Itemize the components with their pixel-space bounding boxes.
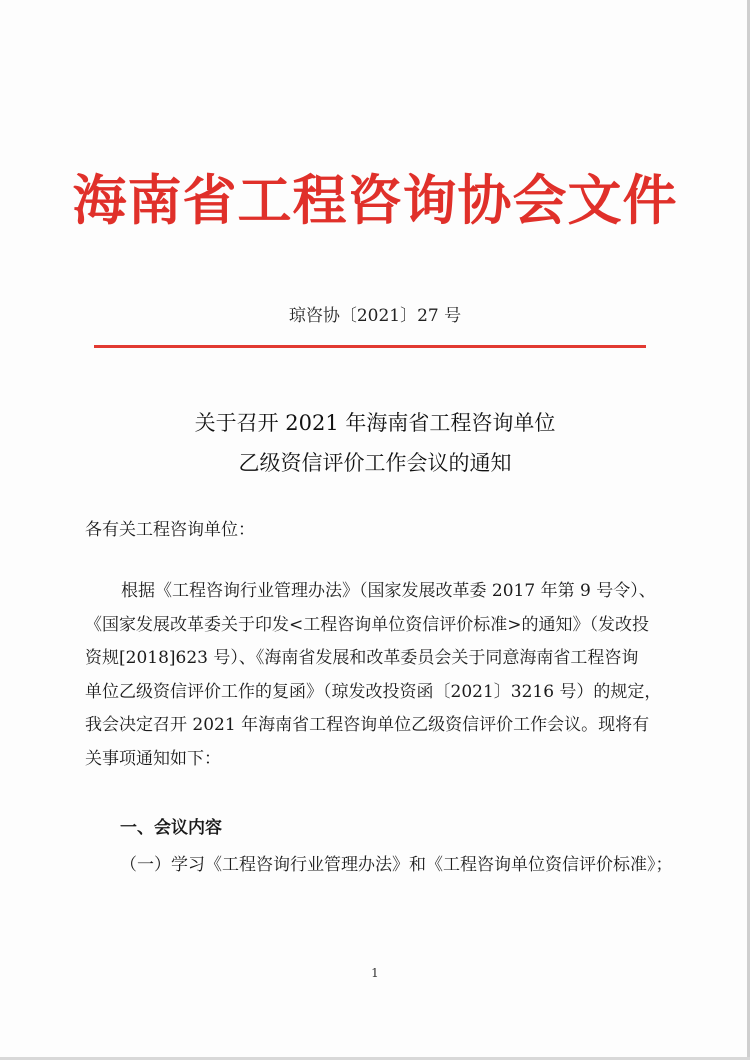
body-line: 我会决定召开 2021 年海南省工程咨询单位乙级资信评价工作会议。现将有 <box>85 715 650 735</box>
letterhead-title: 海南省工程咨询协会文件 <box>72 168 678 232</box>
salutation: 各有关工程咨询单位： <box>85 520 255 540</box>
body-line: 关事项通知如下： <box>85 748 221 769</box>
section-item-1: （一）学习《工程咨询行业管理办法》和《工程咨询单位资信评价标准》； <box>120 855 673 875</box>
section-heading-meeting-content: 一、会议内容 <box>120 818 222 838</box>
page-number: 1 <box>371 966 379 980</box>
body-line: 根据《工程咨询行业管理办法》（国家发展改革委 2017 年第 9 号令）、 <box>121 581 656 601</box>
letterhead-red-rule <box>94 345 646 348</box>
body-line: 《国家发展改革委关于印发<工程咨询单位资信评价标准>的通知》（发改投 <box>85 614 649 635</box>
document-number: 琼咨协〔2021〕27 号 <box>288 306 462 326</box>
body-line: 资规[2018]623 号）、《海南省发展和改革委员会关于同意海南省工程咨询 <box>85 648 639 668</box>
body-line: 单位乙级资信评价工作的复函》（琼发改投资函〔2021〕3216 号）的规定， <box>85 681 662 702</box>
notice-title-line-2: 乙级资信评价工作会议的通知 <box>238 451 512 475</box>
body-paragraph <box>85 575 670 776</box>
notice-title-line-1: 关于召开 2021 年海南省工程咨询单位 <box>194 411 556 435</box>
